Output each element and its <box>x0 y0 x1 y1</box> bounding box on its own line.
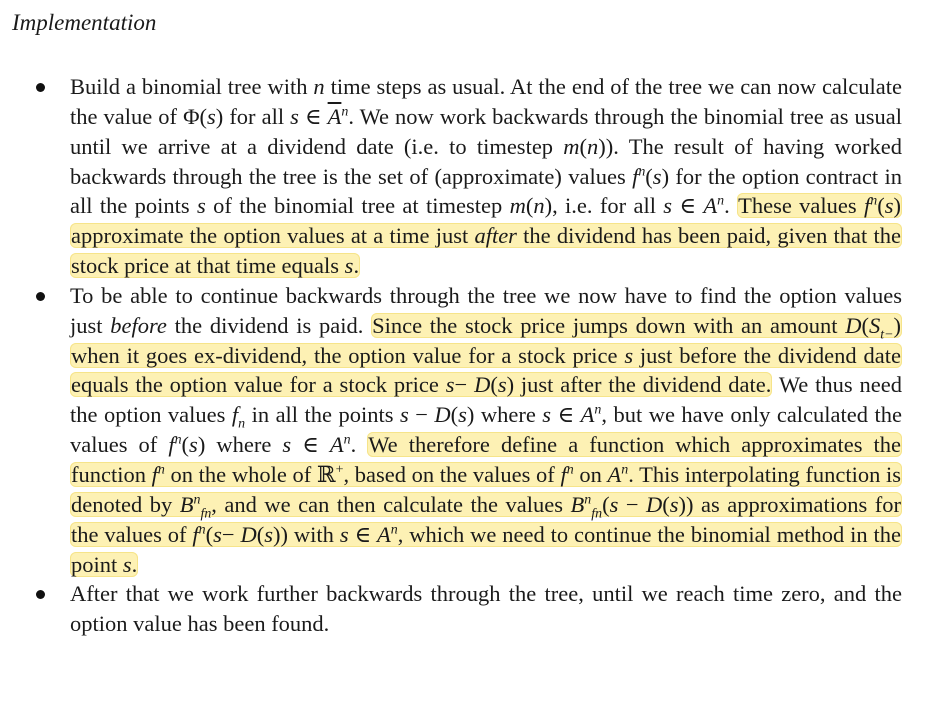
highlighted-text-segment: s <box>624 342 634 368</box>
text-segment: ∈ <box>298 103 328 129</box>
highlighted-text-segment: − <box>454 372 475 398</box>
bullet-dot-icon <box>36 590 45 599</box>
text-segment: )). The result of having worked backwards through the tree is the set of (approximate) values <box>70 133 902 189</box>
text-segment: n <box>238 416 246 432</box>
highlighted-text-segment: S <box>868 312 881 338</box>
text-segment: . <box>350 432 368 458</box>
text-segment: s <box>399 402 409 428</box>
text-segment: s <box>652 163 662 189</box>
highlighted-text-segment: n <box>566 462 574 478</box>
highlighted-text-segment: + <box>335 462 344 478</box>
highlighted-text-segment: B <box>570 491 585 517</box>
highlighted-text-segment: D <box>240 521 257 547</box>
text-segment: n <box>313 74 325 99</box>
text-segment: ) where <box>197 432 283 458</box>
text-segment: m <box>563 133 580 159</box>
text-segment: s <box>282 432 292 458</box>
text-segment: ( <box>450 402 459 428</box>
highlighted-text-segment: f <box>192 521 199 547</box>
highlighted-text-segment: ( <box>602 491 610 517</box>
highlighted-text-segment: A <box>377 521 391 547</box>
highlighted-text-segment: just before the dividend date equals the option value for a stock price <box>71 342 901 398</box>
text-segment: ( <box>579 133 588 159</box>
text-segment: s <box>197 193 206 219</box>
highlighted-text-segment: fn <box>591 506 603 522</box>
highlighted-text-segment: ( <box>256 521 265 547</box>
bullet-dot-icon <box>36 292 45 301</box>
highlighted-text-segment: n <box>193 492 201 508</box>
highlighted-text-segment: n <box>621 462 629 478</box>
highlighted-text-segment: s <box>445 372 455 398</box>
text-segment: m <box>509 193 526 219</box>
highlighted-text-segment: ∈ <box>348 521 378 547</box>
highlighted-text-segment: Since the stock price jumps down with an amount <box>372 312 846 338</box>
text-segment: A <box>580 402 595 428</box>
highlighted-text-segment: ( <box>877 193 885 219</box>
text-segment: f <box>231 402 239 428</box>
bullet-dot-icon <box>36 83 45 92</box>
text-segment: We thus need the option values <box>70 372 902 428</box>
highlighted-text-segment: s <box>884 193 894 219</box>
text-segment: ∈ <box>551 402 581 428</box>
highlighted-text-segment: A <box>607 461 622 487</box>
highlighted-text-segment: We therefore define a function which approximates the function <box>71 432 902 487</box>
text-segment: s <box>542 402 552 428</box>
highlighted-text-segment: D <box>845 312 862 338</box>
highlighted-text-segment: ) approximate the option values at a time just <box>71 193 901 249</box>
highlighted-text-segment: after <box>474 223 517 249</box>
text-segment: ) for the option contract in all the points <box>70 163 902 219</box>
highlighted-text-segment: )) as approximations for the values of <box>71 491 901 547</box>
highlighted-text-segment: the dividend has been paid, given that the stock price at that time equals <box>71 223 901 279</box>
text-segment: n <box>594 402 602 418</box>
highlighted-text-segment: ) when it goes ex-dividend, the option value for a stock price <box>71 312 901 368</box>
highlighted-text-segment: s <box>339 521 349 547</box>
text-segment: of the binomial tree at timestep <box>205 193 510 219</box>
text-segment: n <box>341 104 349 120</box>
highlighted-text-segment: ( <box>490 372 498 398</box>
text-segment: n <box>174 432 182 448</box>
highlighted-text-segment: n <box>584 492 592 508</box>
section-title: Implementation <box>12 10 157 35</box>
highlighted-text-segment: D <box>474 372 491 398</box>
highlighted-text-segment: )) with <box>273 521 340 547</box>
text-segment: , but we have only calculated the values of <box>70 402 902 458</box>
text-segment: time steps as usual. At the end of the tree we can now calculate the value of Φ( <box>70 74 902 129</box>
highlighted-text-segment: s <box>264 521 274 547</box>
highlighted-text-segment: . <box>131 551 138 577</box>
highlighted-text-segment: on the whole of ℝ <box>164 461 336 487</box>
text-segment: − <box>408 402 435 428</box>
highlighted-text-segment: ( <box>205 521 214 547</box>
text-segment: n <box>717 193 725 209</box>
text-segment: A <box>703 193 718 219</box>
text-segment: ∈ <box>291 432 330 458</box>
bullet-item <box>26 281 902 579</box>
highlighted-text-segment: − <box>221 521 241 547</box>
highlighted-text-segment: s <box>497 372 507 398</box>
text-segment: s <box>189 432 198 458</box>
text-segment: s <box>458 402 467 428</box>
bullet-list <box>26 72 902 639</box>
text-segment: s <box>290 103 299 129</box>
highlighted-text-segment: ( <box>662 491 670 517</box>
text-segment: ∈ <box>672 193 704 219</box>
text-segment: ( <box>525 193 534 219</box>
highlighted-text-segment: on <box>573 461 608 487</box>
text-segment: ( <box>645 163 653 189</box>
text-segment: . We now work backwards through the binomial tree as usual until we arrive at a dividend date (i.e. to timestep <box>70 103 902 159</box>
text-segment: $\overline{A}$ <box>327 103 342 129</box>
highlighted-text-segment: s <box>213 521 222 547</box>
text-segment: ) for all <box>215 103 291 129</box>
highlighted-text-segment: f <box>560 461 567 487</box>
text-segment: A <box>329 432 344 458</box>
highlighted-text-segment: , and we can then calculate the values <box>211 491 571 517</box>
highlighted-text-segment: ( <box>861 312 869 338</box>
highlighted-text-segment: − <box>618 491 647 517</box>
bullet-item <box>26 72 902 281</box>
bullet-item <box>26 579 902 639</box>
highlighted-text-segment: n <box>157 462 165 478</box>
highlighted-text-segment: n <box>870 193 878 209</box>
text-segment: ), i.e. for all <box>544 193 664 219</box>
text-segment: f <box>168 432 175 458</box>
highlighted-text-segment: t− <box>880 327 894 343</box>
text-segment: s <box>207 103 216 129</box>
highlighted-text-segment: D <box>646 491 663 517</box>
text-segment: ) where <box>466 402 543 428</box>
highlighted-text-segment: fn <box>200 506 212 522</box>
highlighted-text-segment: s <box>609 491 619 517</box>
highlighted-text-segment: s <box>122 551 132 577</box>
text-segment: . <box>724 193 738 219</box>
highlighted-text-segment: n <box>390 522 398 538</box>
highlighted-text-segment: f <box>863 193 871 219</box>
highlighted-text-segment: . This interpolating function is denoted by <box>71 461 901 517</box>
text-segment: s <box>663 193 673 219</box>
text-segment: ( <box>181 432 190 458</box>
text-segment: Build a binomial tree with <box>70 74 314 99</box>
highlighted-text-segment: n <box>198 522 206 538</box>
text-segment: the dividend is paid. <box>166 312 372 338</box>
highlighted-text-segment: , which we need to continue the binomial method in the point <box>71 521 901 577</box>
highlighted-text-segment: s <box>669 491 679 517</box>
text-segment: n <box>638 164 646 180</box>
highlighted-text-segment: B <box>179 491 194 517</box>
text-segment: D <box>434 402 451 428</box>
text-segment: After that we work further backwards through the tree, until we reach time zero, and the option value has been found. <box>70 581 902 637</box>
highlighted-text-segment: . <box>353 253 360 279</box>
text-segment: To be able to continue backwards through the tree we now have to find the option values just <box>70 282 902 338</box>
text-segment: before <box>110 312 167 338</box>
highlighted-text-segment: ) just after the dividend date. <box>506 372 772 398</box>
text-segment: n <box>533 193 545 219</box>
text-segment: n <box>587 133 599 159</box>
highlighted-text-segment: f <box>151 461 158 487</box>
highlighted-text-segment: These values <box>738 193 864 219</box>
highlighted-text-segment: s <box>344 253 354 279</box>
text-segment: n <box>343 432 351 448</box>
highlighted-text-segment: , based on the values of <box>343 461 561 487</box>
text-segment: f <box>632 163 639 189</box>
text-segment: in all the points <box>245 402 400 428</box>
